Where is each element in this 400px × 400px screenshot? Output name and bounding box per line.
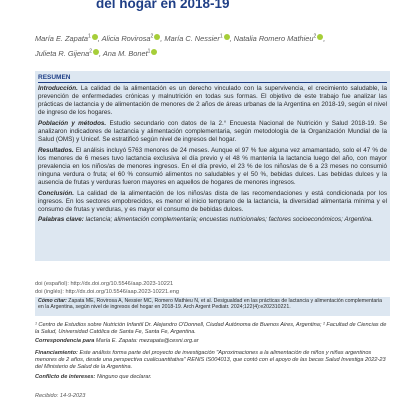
orcid-icon[interactable] (224, 34, 230, 40)
correspondence-email[interactable]: María E. Zapata: mezapata@cesni.org.ar (94, 338, 199, 344)
abstract-methods: Población y métodos. Estudio secundario con datos de la 2.° Encuesta Nacional de Nutrición y Salud 2018-19. Se analizaron indicadores de lactancia y alimentación complementaria, según metodología de la Organización Mundial de la Salud (OMS) y Unicef. Se estratificó según nivel de ingresos del hogar. (38, 119, 388, 144)
abstract-keywords: Palabras clave: lactancia; alimentación complementaria; encuestas nutricionales; factores socioeconómicos; Argentina. (38, 216, 374, 224)
orcid-icon[interactable] (317, 34, 323, 40)
abstract-body (38, 85, 387, 227)
doi-spanish-link[interactable]: doi (español): http://dx.doi.org/10.5546/aap.2023-10221 (35, 281, 174, 287)
doi-english-link[interactable]: doi (inglés): http://dx.doi.org/10.5546/aap.2023-10221.eng (35, 288, 179, 295)
article-title: del hogar en 2018-19 (96, 0, 230, 11)
orcid-icon[interactable] (93, 49, 99, 55)
abstract-conclusion: Conclusión. La calidad de la alimentación de los niños/as dista de las recomendaciones y está condicionada por los ingresos. En los sectores empobrecidos, es menor el inicio temprano de la lactancia, la diversidad alimentaria mínima y el consumo de frutas y verduras, y es mayor el consumo de bebidas dulces. (38, 189, 387, 213)
orcid-icon[interactable] (92, 34, 98, 40)
author[interactable]: Natalia Romero Mathieu$^2$ , (233, 34, 326, 44)
author[interactable]: Julieta R. Gijena$^2$ , (35, 48, 102, 58)
abstract-divider (38, 82, 387, 83)
orcid-icon[interactable] (151, 49, 157, 55)
author[interactable]: María E. Zapata$^1$ , (35, 34, 100, 44)
abstract-results: Resultados. El análisis incluyó 5763 menores de 24 meses. Aunque el 97 % fue alguna vez amamantado, solo el 47 % de los menores de 6 meses tuvo lactancia exclusiva el día previo y el 48 % mantenía la lactancia luego del año, con mayor prevalencia en los niños/as de menores ingresos. En el día previo, el 23 % de los niños/as de 6 a 23 meses no consumió ninguna verdura o fruta; el 60 % consumió alimentos no saludables y el 50 %, bebidas dulces. Las bebidas dulces y la ausencia de frutas y verduras fueron mayores en aquellos de hogares de menores ingresos. (38, 146, 387, 187)
affiliations: ¹ Centro de Estudios sobre Nutrición Infantil Dr. Alejandro O'Donnell, Ciudad Autónoma de Buenos Aires, Argentina; ² Facultad de Ciencias de la Salud, Universidad Católica de Santa Fe, Santa Fe, Argentina. (35, 322, 387, 335)
conflict-of-interest: Conflicto de intereses: Ninguno que declarar. (35, 374, 152, 380)
received-date: Recibido: 14-9-2023 (35, 393, 86, 399)
orcid-icon[interactable] (154, 34, 160, 40)
funding: Financiamiento: Este análisis forma parte del proyecto de investigación "Aproximaciones a la alimentación de niños y niñas argentinos menores de 2 años, desde una perspectiva cualicuantitativa" RENIS IS004013, que contó con el apoyo de las becas Salud Investiga 2022-23 del Ministerio de Salud de la Argentina. (35, 350, 386, 370)
author[interactable]: Ana M. Bonet$^1$ (103, 49, 158, 58)
author[interactable]: Alicia Rovirosa$^2$ , (101, 34, 163, 44)
abstract-introduction: Introducción. La calidad de la alimentación es un derecho vinculado con la supervivencia, el crecimiento saludable, la prevención de enfermedades crónicas y malnutrición en todas sus formas. El objetivo de este trabajo fue analizar las prácticas de lactancia y de alimentación de menores de 2 años de áreas urbanas de la Argentina en 2018-19, según el nivel de ingreso de los hogares. (38, 85, 387, 117)
correspondence: Correspondencia para María E. Zapata: mezapata@cesni.org.ar (35, 338, 199, 344)
citation-text: Cómo citar: Zapata ME, Rovirosa A, Nessier MC, Romero Mathieu N, et al. Desigualdad en las prácticas de lactancia y alimentación complementaria en la Argentina, según nivel de ingresos del hogar en 2018-19. Arch Argent Pediatr. 2024;122(4):e202310221. (38, 298, 382, 311)
author-list (35, 31, 390, 60)
author[interactable]: María C. Nessier$^1$ , (164, 34, 232, 44)
abstract-heading: RESUMEN (38, 74, 71, 81)
doi-block (35, 281, 390, 296)
